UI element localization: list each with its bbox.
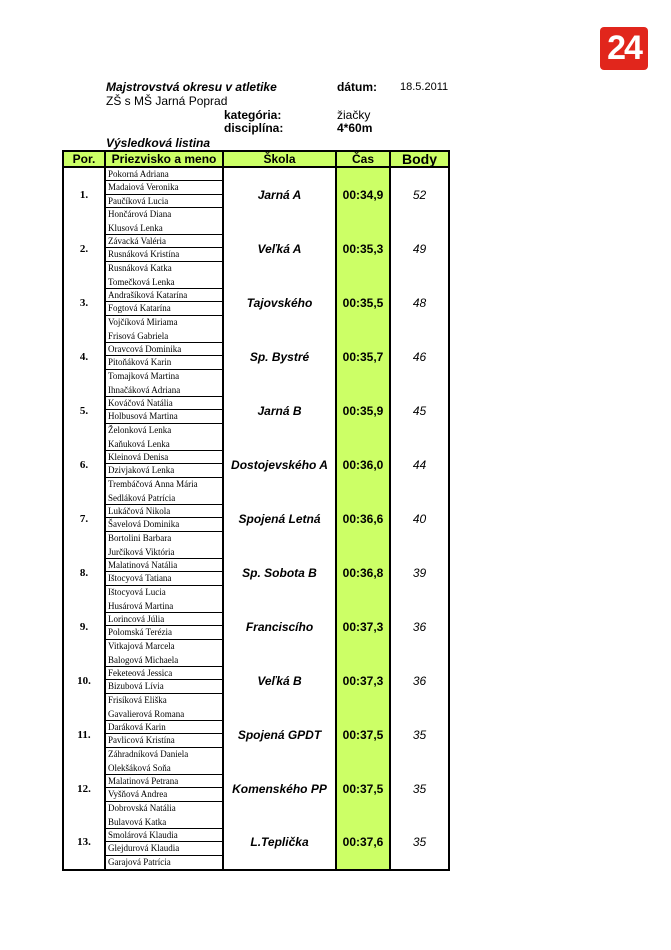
rank-cell: 9. xyxy=(63,600,105,654)
member-name: Ihnačáková Adriana xyxy=(106,384,222,397)
member-name: Gavalierová Romana xyxy=(106,708,222,721)
member-name: Husárová Martina xyxy=(106,600,222,613)
member-name: Glejdurová Klaudia xyxy=(106,842,222,855)
member-name: Klusová Lenka xyxy=(106,222,222,235)
time-cell: 00:35,7 xyxy=(336,330,390,384)
member-name: Ištocyová Lucia xyxy=(108,586,166,597)
category-value: žiačky xyxy=(337,108,371,122)
member-name: Olekšáková Soňa xyxy=(106,762,222,775)
member-name: Frisíková Eliška xyxy=(108,694,167,705)
member-name: Bizubová Lívia xyxy=(106,680,222,693)
member-name: Šavelová Dominika xyxy=(106,518,222,531)
rank-cell: 4. xyxy=(63,330,105,384)
school-cell: Jarná B xyxy=(223,384,336,438)
table-row xyxy=(63,708,449,762)
member-name: Záhradníková Daniela xyxy=(108,748,189,759)
member-name: Bulavová Katka xyxy=(106,816,222,829)
time-cell: 00:36,0 xyxy=(336,438,390,492)
category-label: kategória: xyxy=(224,108,282,122)
member-name: Rusnáková Katka xyxy=(108,262,172,273)
member-name: Pavlicová Kristína xyxy=(106,734,222,747)
date-value: 18.5.2011 xyxy=(400,81,449,93)
col-header-name: Priezvisko a meno xyxy=(105,151,223,167)
time-cell: 00:37,5 xyxy=(336,708,390,762)
points-cell: 36 xyxy=(390,600,449,654)
col-header-time: Čas xyxy=(336,151,390,167)
table-row xyxy=(63,600,449,654)
rank-cell: 7. xyxy=(63,492,105,546)
rank-cell: 8. xyxy=(63,546,105,600)
time-cell: 00:36,6 xyxy=(336,492,390,546)
school-cell: Sp. Sobota B xyxy=(223,546,336,600)
team-members-cell xyxy=(105,546,223,600)
member-name: Závacká Valéria xyxy=(106,235,222,248)
rank-cell: 1. xyxy=(63,167,105,222)
table-row xyxy=(63,816,449,871)
table-row xyxy=(63,654,449,708)
member-name: Holbusová Martina xyxy=(106,410,222,423)
member-name: Balogová Michaela xyxy=(106,654,222,667)
time-cell: 00:34,9 xyxy=(336,167,390,222)
team-members-cell xyxy=(105,654,223,708)
member-name: Smolárová Klaudia xyxy=(106,829,222,842)
discipline-value: 4*60m xyxy=(337,121,373,135)
member-name: Polomská Terézia xyxy=(106,626,222,639)
rank-cell: 2. xyxy=(63,222,105,276)
points-cell: 35 xyxy=(390,708,449,762)
member-name: Želonková Lenka xyxy=(108,424,172,435)
member-name: Sedláková Patrícia xyxy=(106,492,222,505)
school-cell: Dostojevského A xyxy=(223,438,336,492)
member-name: Feketeová Jessica xyxy=(106,667,222,680)
team-members-cell xyxy=(105,167,223,222)
table-row xyxy=(63,438,449,492)
time-cell: 00:35,9 xyxy=(336,384,390,438)
school-cell: Veľká B xyxy=(223,654,336,708)
member-name: Tomajková Martina xyxy=(108,370,180,381)
points-cell: 40 xyxy=(390,492,449,546)
table-row xyxy=(63,546,449,600)
rank-cell: 11. xyxy=(63,708,105,762)
time-cell: 00:36,8 xyxy=(336,546,390,600)
member-name: Tomečková Lenka xyxy=(106,276,222,289)
points-cell: 39 xyxy=(390,546,449,600)
results-table xyxy=(62,150,450,871)
time-cell: 00:37,6 xyxy=(336,816,390,871)
table-row xyxy=(63,276,449,330)
time-cell: 00:35,5 xyxy=(336,276,390,330)
points-cell: 48 xyxy=(390,276,449,330)
member-name: Kováčová Natália xyxy=(106,397,222,410)
member-name: Pokorná Adriana xyxy=(106,168,222,181)
points-cell: 49 xyxy=(390,222,449,276)
rank-cell: 5. xyxy=(63,384,105,438)
col-header-rank: Por. xyxy=(63,151,105,167)
team-members-cell xyxy=(105,384,223,438)
points-cell: 44 xyxy=(390,438,449,492)
col-header-school: Škola xyxy=(223,151,336,167)
points-cell: 45 xyxy=(390,384,449,438)
team-members-cell xyxy=(105,708,223,762)
member-name: Fogtová Katarína xyxy=(106,302,222,315)
date-label: dátum: xyxy=(337,80,377,94)
member-name: Malatinová Petrana xyxy=(106,775,222,788)
school-cell: Tajovského xyxy=(223,276,336,330)
rank-cell: 3. xyxy=(63,276,105,330)
member-name: Bortolini Barbara xyxy=(108,532,172,543)
member-name: Ištocyová Tatiana xyxy=(106,572,222,585)
member-name: Dzivjaková Lenka xyxy=(106,464,222,477)
team-members-cell xyxy=(105,816,223,871)
school-cell: Sp. Bystré xyxy=(223,330,336,384)
table-row xyxy=(63,762,449,816)
discipline-label: disciplína: xyxy=(224,121,284,135)
member-name: Daráková Karin xyxy=(106,721,222,734)
member-name: Lukáčová Nikola xyxy=(106,505,222,518)
member-name: Lorincová Júlia xyxy=(106,613,222,626)
time-cell: 00:37,5 xyxy=(336,762,390,816)
points-cell: 35 xyxy=(390,816,449,871)
member-name: Malatinová Natália xyxy=(106,559,222,572)
member-name: Hončárová Diana xyxy=(108,209,172,220)
team-members-cell xyxy=(105,438,223,492)
team-members-cell xyxy=(105,600,223,654)
rank-cell: 6. xyxy=(63,438,105,492)
time-cell: 00:35,3 xyxy=(336,222,390,276)
rank-cell: 10. xyxy=(63,654,105,708)
points-cell: 35 xyxy=(390,762,449,816)
table-row xyxy=(63,492,449,546)
points-cell: 36 xyxy=(390,654,449,708)
col-header-points: Body xyxy=(390,151,449,167)
team-members-cell xyxy=(105,492,223,546)
school-cell: Spojená GPDT xyxy=(223,708,336,762)
member-name: Paučíková Lucia xyxy=(106,195,222,208)
member-name: Jurčíková Viktória xyxy=(106,546,222,559)
results-list-title: Výsledková listina xyxy=(106,136,211,150)
team-members-cell xyxy=(105,330,223,384)
member-name: Garajová Patrícia xyxy=(108,856,171,867)
member-name: Trembáčová Anna Mária xyxy=(108,478,198,489)
school-cell: L.Teplička xyxy=(223,816,336,871)
table-header-row xyxy=(63,151,449,167)
team-members-cell xyxy=(105,222,223,276)
member-name: Kaňuková Lenka xyxy=(106,438,222,451)
school-cell: Jarná A xyxy=(223,167,336,222)
points-cell: 52 xyxy=(390,167,449,222)
team-members-cell xyxy=(105,276,223,330)
table-row xyxy=(63,222,449,276)
member-name: Frisová Gabriela xyxy=(106,330,222,343)
rank-cell: 13. xyxy=(63,816,105,871)
points-cell: 46 xyxy=(390,330,449,384)
school-cell: Veľká A xyxy=(223,222,336,276)
school-cell: Komenského PP xyxy=(223,762,336,816)
team-members-cell xyxy=(105,762,223,816)
member-name: Vitkajová Marcela xyxy=(108,640,175,651)
member-name: Madaiová Veronika xyxy=(106,181,222,194)
school-cell: Franciscího xyxy=(223,600,336,654)
school-cell: Spojená Letná xyxy=(223,492,336,546)
time-cell: 00:37,3 xyxy=(336,654,390,708)
brand-logo[interactable]: 24 xyxy=(600,27,648,70)
time-cell: 00:37,3 xyxy=(336,600,390,654)
member-name: Dobrovská Natália xyxy=(108,802,176,813)
member-name: Oravcová Dominika xyxy=(106,343,222,356)
member-name: Pitoňáková Karin xyxy=(106,356,222,369)
school-host: ZŠ s MŠ Jarná Poprad xyxy=(106,94,228,108)
member-name: Vyšňová Andrea xyxy=(106,788,222,801)
rank-cell: 12. xyxy=(63,762,105,816)
table-row xyxy=(63,167,449,222)
member-name: Kleinová Denisa xyxy=(106,451,222,464)
table-row xyxy=(63,384,449,438)
table-row xyxy=(63,330,449,384)
member-name: Vojčíková Miriama xyxy=(108,316,178,327)
event-title: Majstrovstvá okresu v atletike xyxy=(106,80,277,94)
member-name: Andrašíková Katarína xyxy=(106,289,222,302)
member-name: Rusnáková Kristína xyxy=(106,248,222,261)
